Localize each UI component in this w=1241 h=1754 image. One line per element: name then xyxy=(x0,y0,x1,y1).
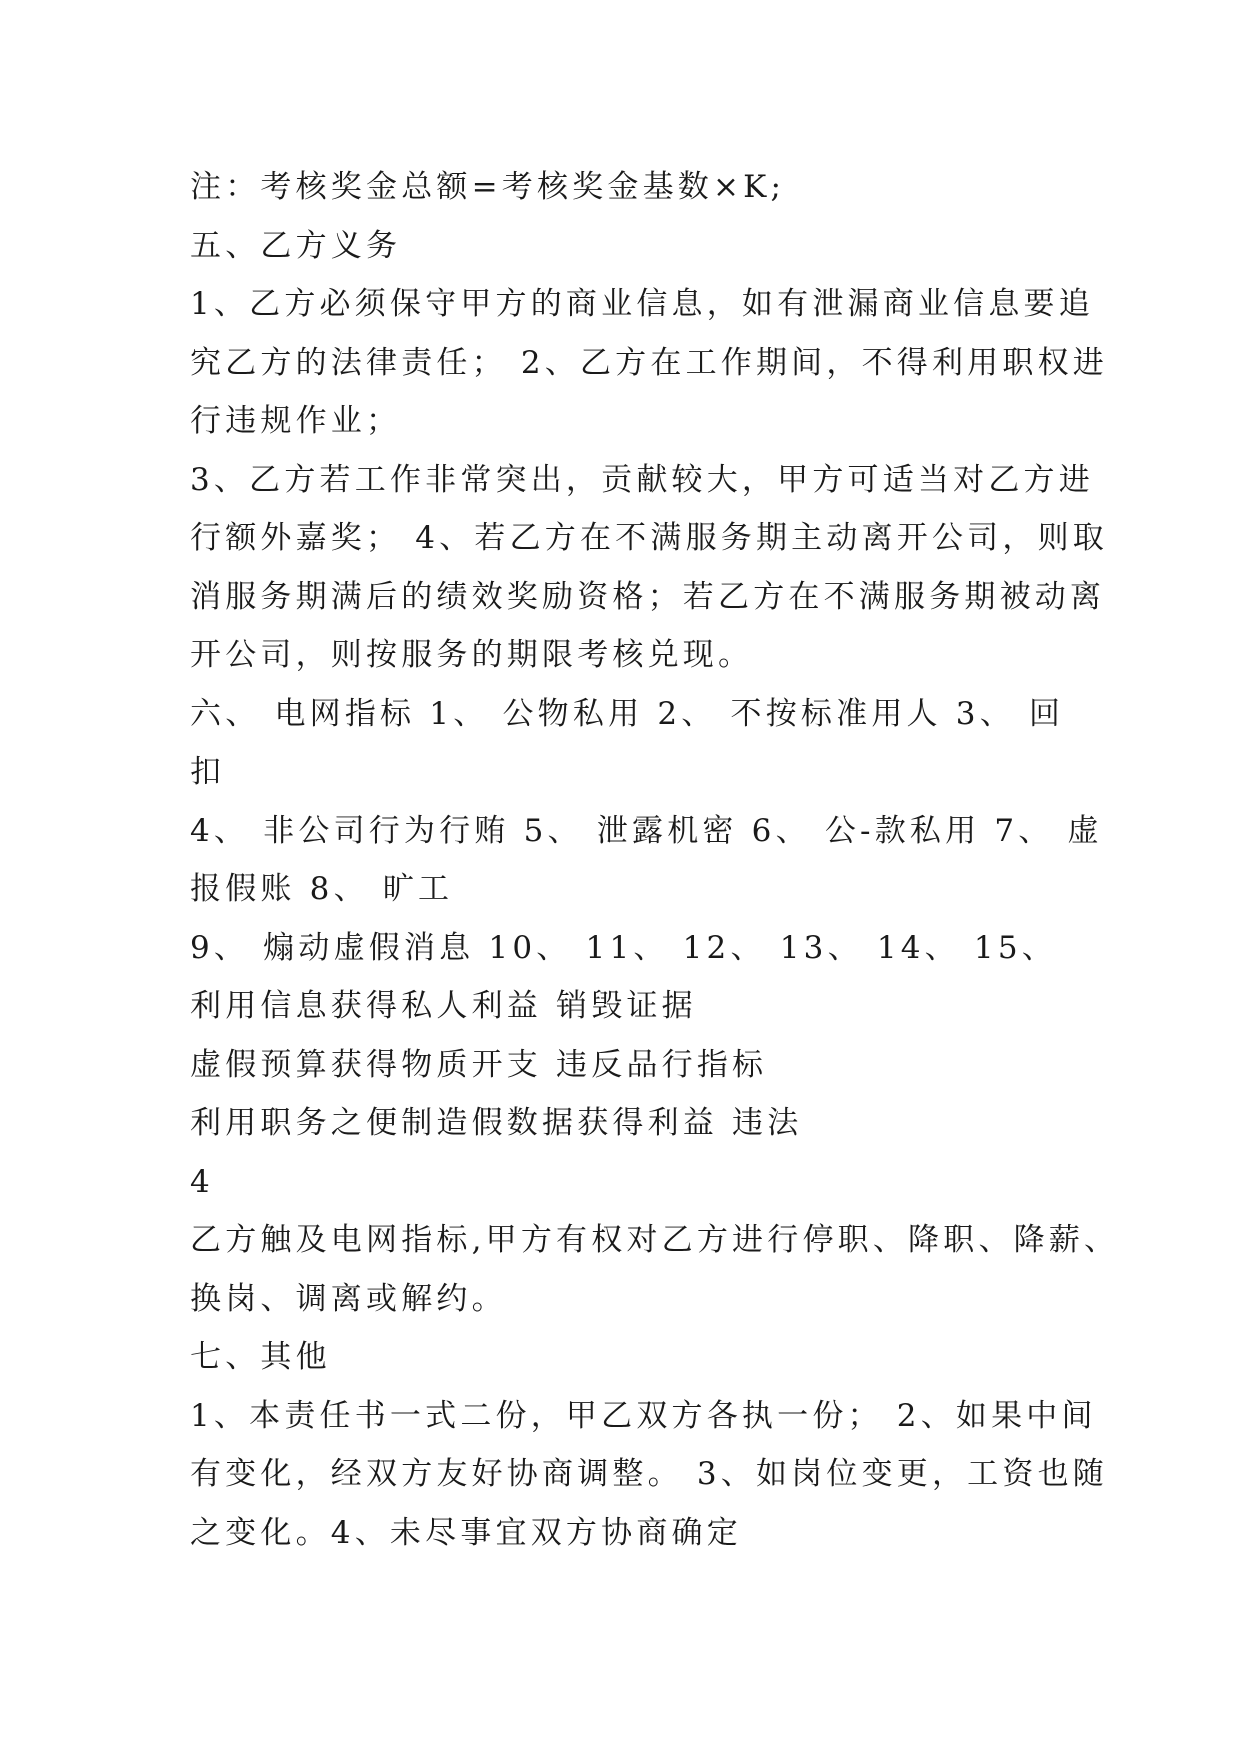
paragraph-line: 9、 煽动虚假消息 10、 11、 12、 13、 14、 15、 xyxy=(190,929,1057,966)
section-six-heading: 六、 电网指标 1、 公物私用 2、 不按标准用人 3、 回 xyxy=(190,695,1065,732)
paragraph-line: 利用信息获得私人利益 销毁证据 xyxy=(190,988,697,1024)
section-seven-heading: 七、其他 xyxy=(190,1339,331,1375)
section-five-heading: 五、乙方义务 xyxy=(190,227,402,264)
paragraph-line: 究乙方的法律责任； 2、乙方在工作期间，不得利用职权进 xyxy=(190,344,1108,381)
paragraph-line: 利用职务之便制造假数据获得利益 违法 xyxy=(190,1105,803,1141)
paragraph-line: 行额外嘉奖； 4、若乙方在不满服务期主动离开公司，则取 xyxy=(190,520,1108,556)
paragraph-line: 有变化，经双方友好协商调整。 3、如岗位变更，工资也随 xyxy=(190,1456,1108,1492)
paragraph-line: 开公司，则按服务的期限考核兑现。 xyxy=(190,637,754,673)
paragraph-line: 之变化。4、未尽事宜双方协商确定 xyxy=(190,1514,742,1551)
paragraph-line: 报假账 8、 旷工 xyxy=(190,871,454,907)
page-number: 4 xyxy=(190,1163,214,1200)
paragraph-line: 1、本责任书一式二份，甲乙双方各执一份； 2、如果中间 xyxy=(190,1397,1097,1434)
note-bonus-formula: 注：考核奖金总额=考核奖金基数×K; xyxy=(190,169,786,205)
paragraph-line: 乙方触及电网指标,甲方有权对乙方进行停职、降职、降薪、 xyxy=(190,1222,1120,1258)
paragraph-line: 扣 xyxy=(190,754,226,790)
paragraph-line: 行违规作业； xyxy=(190,403,402,439)
document-body xyxy=(190,158,1120,1562)
paragraph-line: 消服务期满后的绩效奖励资格；若乙方在不满服务期被动离 xyxy=(190,578,1106,615)
paragraph-line: 1、乙方必须保守甲方的商业信息，如有泄漏商业信息要追 xyxy=(190,286,1094,322)
paragraph-line: 3、乙方若工作非常突出，贡献较大，甲方可适当对乙方进 xyxy=(190,461,1094,498)
paragraph-line: 换岗、调离或解约。 xyxy=(190,1280,507,1317)
paragraph-line: 4、 非公司行为行贿 5、 泄露机密 6、 公-款私用 7、 虚 xyxy=(190,812,1103,849)
paragraph-line: 虚假预算获得物质开支 违反品行指标 xyxy=(190,1046,768,1083)
